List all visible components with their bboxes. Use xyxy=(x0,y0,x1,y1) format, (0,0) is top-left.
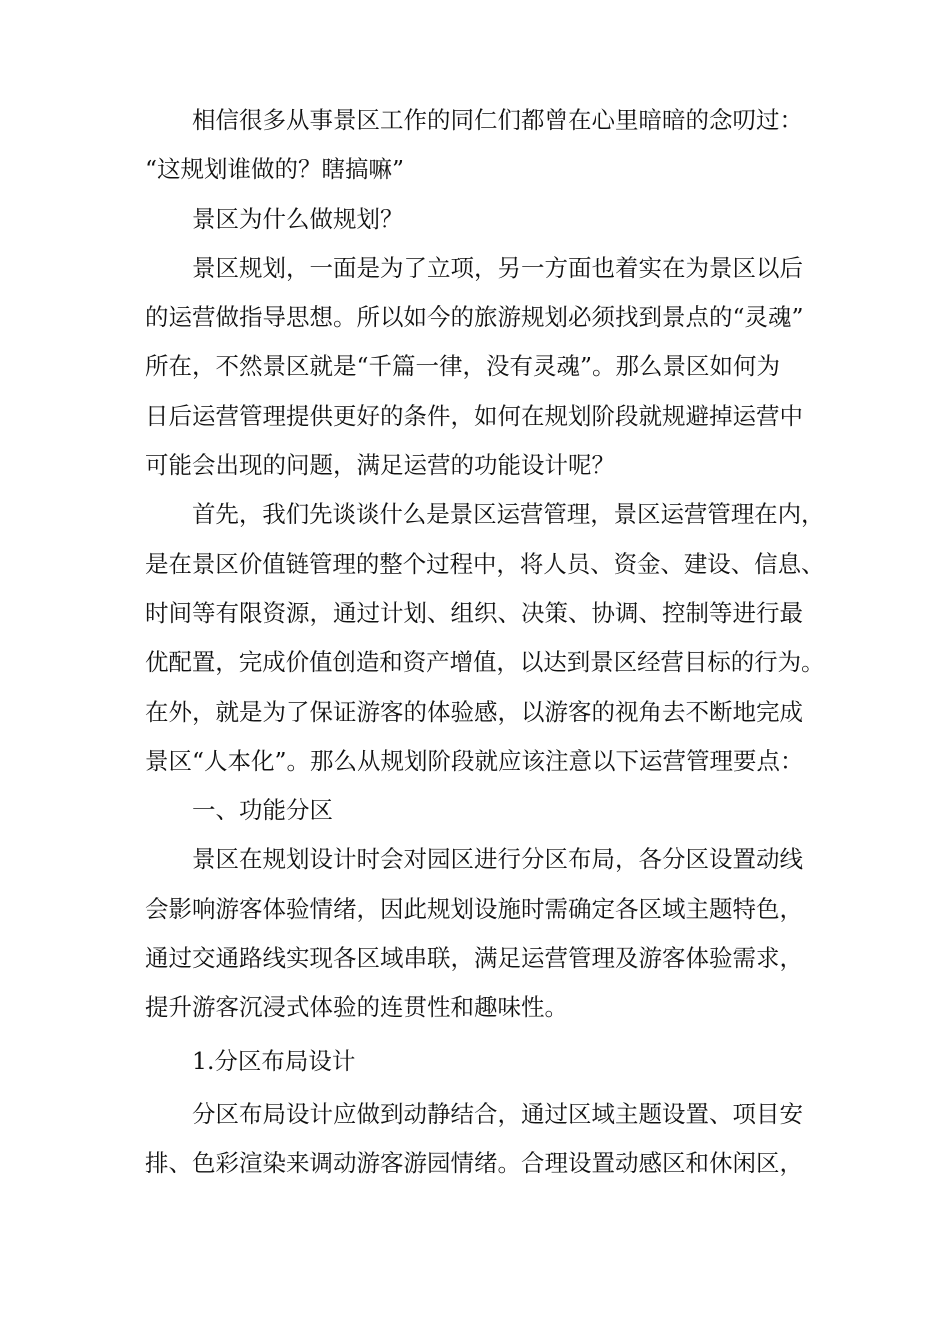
text-line: 通过交通路线实现各区域串联，满足运营管理及游客体验需求， xyxy=(145,944,803,973)
section-heading: 一、功能分区 xyxy=(192,796,333,825)
text-line: 会影响游客体验情绪，因此规划设施时需确定各区域主题特色， xyxy=(145,894,803,923)
text-line: 分区布局设计应做到动静结合，通过区域主题设置、项目安 xyxy=(192,1099,803,1128)
text-line: 日后运营管理提供更好的条件，如何在规划阶段就规避掉运营中 xyxy=(145,401,803,430)
text-line: “这规划谁做的？瞎搞嘛” xyxy=(145,155,405,184)
text-line: 排、色彩渲染来调动游客游园情绪。合理设置动感区和休闲区， xyxy=(145,1149,803,1178)
text-line: 可能会出现的问题，满足运营的功能设计呢？ xyxy=(145,451,615,480)
text-line: 首先，我们先谈谈什么是景区运营管理，景区运营管理在内， xyxy=(192,500,825,529)
text-line: 所在，不然景区就是“千篇一律，没有灵魂”。那么景区如何为 xyxy=(145,352,781,381)
text-line: 时间等有限资源，通过计划、组织、决策、协调、控制等进行最 xyxy=(145,598,803,627)
text-line: 优配置，完成价值创造和资产增值，以达到景区经营目标的行为。 xyxy=(145,648,825,677)
text-line: 相信很多从事景区工作的同仁们都曾在心里暗暗的念叨过： xyxy=(192,106,803,134)
text-line: 在外，就是为了保证游客的体验感，以游客的视角去不断地完成 xyxy=(145,697,803,726)
text-line: 提升游客沉浸式体验的连贯性和趣味性。 xyxy=(145,993,568,1022)
document-body xyxy=(145,96,825,1189)
text-line: 是在景区价值链管理的整个过程中，将人员、资金、建设、信息、 xyxy=(145,549,825,578)
text-line: 景区“人本化”。那么从规划阶段就应该注意以下运营管理要点： xyxy=(145,746,804,775)
text-line: 景区规划，一面是为了立项，另一方面也着实在为景区以后 xyxy=(192,253,803,282)
subsection-heading: 1.分区布局设计 xyxy=(192,1046,356,1075)
text-line: 景区在规划设计时会对园区进行分区布局，各分区设置动线 xyxy=(192,845,803,874)
text-line: 的运营做指导思想。所以如今的旅游规划必须找到景点的“灵魂” xyxy=(145,303,804,332)
text-line: 景区为什么做规划？ xyxy=(192,204,404,233)
